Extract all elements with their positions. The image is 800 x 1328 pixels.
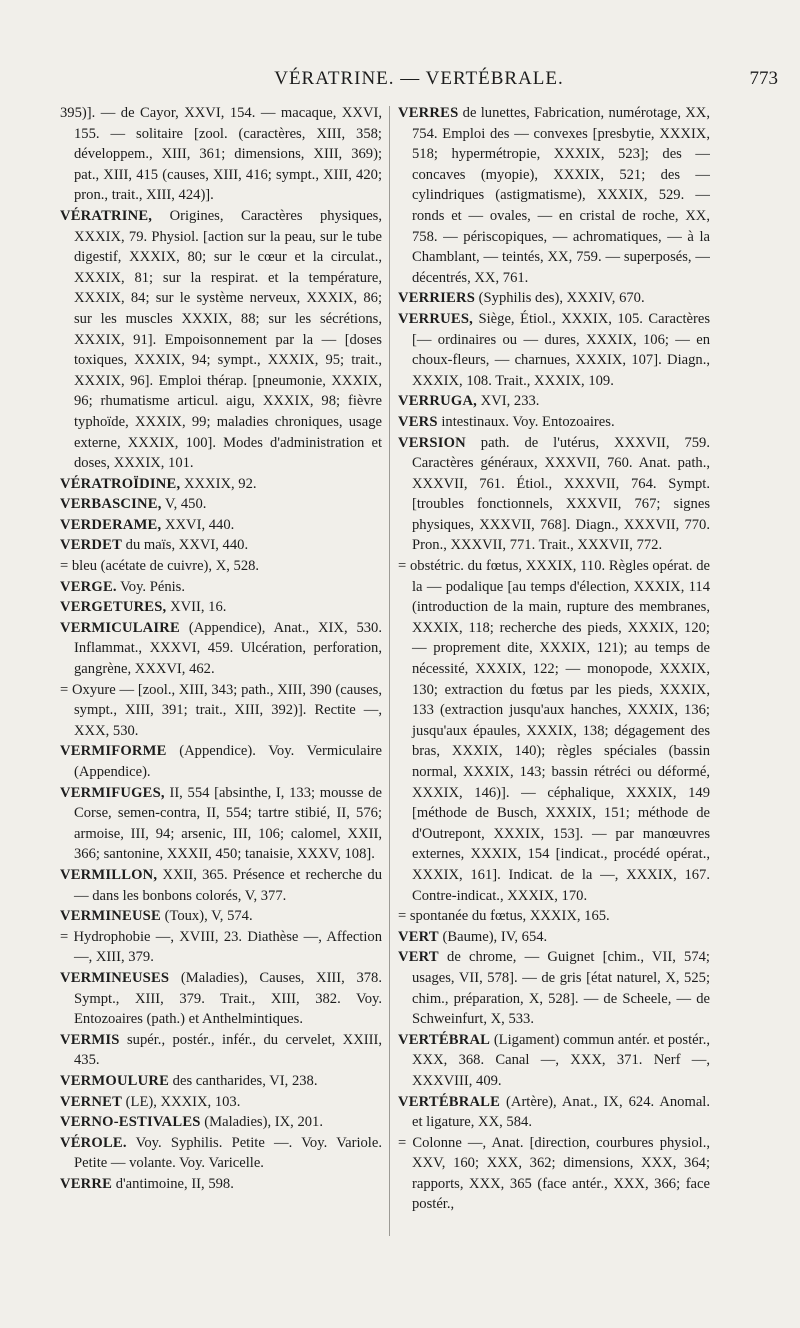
entry-text: intestinaux. Voy. Entozoaires. [437, 413, 615, 430]
entry-text: XVI, 233. [477, 393, 540, 410]
entry-text: 395)]. — de Cayor, XXVI, 154. — macaque, XXVI, 155. — solitaire [zool. (caractères, XIII, 358; développem., XIII, 361; dimensions, XIII, 369); pat., XIII, 415 (causes, XIII, 416; sympt., XIII, 420; pron., trait., XIII, 424)]. [60, 105, 382, 204]
entry-headword: VERMIFUGES, [60, 784, 165, 801]
column-divider [389, 106, 390, 1236]
right-column [398, 103, 710, 1215]
index-entry [60, 1112, 382, 1133]
index-entry [60, 865, 382, 906]
entry-text: Voy. Syphilis. Petite —. Voy. Variole. Petite — volante. Voy. Varicelle. [74, 1134, 382, 1172]
index-entry [398, 391, 710, 412]
entry-text: = Colonne —, Anat. [direction, courbures physiol., XXV, 160; XXX, 362; dimensions, XXX, 364; rapports, XXX, 365 (face antér., XXX, 366; face postér., [398, 1134, 710, 1213]
entry-text: = bleu (acétate de cuivre), X, 528. [60, 558, 260, 575]
entry-text: XXXIX, 92. [180, 475, 257, 492]
index-entry [398, 906, 710, 927]
entry-text: (LE), XXXIX, 103. [122, 1093, 241, 1110]
index-entry [398, 1133, 710, 1215]
index-entry [60, 741, 382, 782]
page-number: 773 [749, 68, 778, 89]
entry-headword: VERDET [60, 537, 123, 554]
index-entry [60, 927, 382, 968]
index-entry [60, 1092, 382, 1113]
index-entry [60, 680, 382, 742]
index-entry [60, 206, 382, 474]
entry-headword: VERNO-ESTIVALES [60, 1114, 201, 1131]
entry-text: (Appendice). Voy. Vermiculaire (Appendice). [74, 743, 382, 780]
entry-text: XVII, 16. [166, 599, 227, 616]
index-entry [60, 618, 382, 680]
entry-text: = Hydrophobie —, XVIII, 23. Diathèse —, Affection —, XIII, 379. [60, 928, 382, 966]
entry-text: = Oxyure — [zool., XIII, 343; path., XIII, 390 (causes, sympt., XIII, 391; trait., XIII, 392)]. Rectite —, XXX, 530. [60, 681, 382, 739]
entry-headword: VERMINEUSE [60, 908, 161, 925]
entry-headword: VERMOULURE [60, 1072, 170, 1089]
index-entry [60, 1071, 382, 1092]
entry-text: = spontanée du fœtus, XXXIX, 165. [398, 908, 610, 925]
entry-text: Origines, Caractères physiques, XXXIX, 79. Physiol. [action sur la peau, sur le tube digestif, XXXIX, 80; sur le cœur et la circulat., XXXIX, 81; sur la respirat. et la température, XXXIX, 84; sur le système nerveux, XXXIX, 86; sur les muscles XXXIX, 88; sur les sécrétions, XXXIX, 91]. Empoisonnement par la — [doses toxiques, XXXIX, 94; sympt., XXXIX, 95; trait., XXXIX, 96]. Emploi thérap. [pneumonie, XXXIX, 96; rhumatisme articul. aigu, XXXIX, 98; fièvre typhoïde, XXXIX, 99; maladies chroniques, usage externe, XXXIX, 100]. Modes d'administration et doses, XXXIX, 101. [74, 207, 382, 472]
entry-text: (Maladies), IX, 201. [200, 1114, 324, 1131]
index-entry [60, 515, 382, 536]
entry-headword: VÉRATRINE, [60, 207, 153, 224]
index-entry [60, 1174, 382, 1195]
entry-text: II, 554 [absinthe, I, 133; mousse de Corse, semen-contra, II, 554; tartre stibié, II, 576; armoise, III, 94; arsenic, III, 106; calomel, XXII, 366; santonine, XXXII, 450; tanaisie, XXXV, 108]. [74, 784, 382, 863]
entry-headword: VERT [398, 949, 439, 966]
entry-text: Siège, Étiol., XXXIX, 105. Caractères [— ordinaires ou — dures, XXXIX, 106; — en choux-fleurs, — charnues, XXXIX, 107]. Diagn., XXXIX, 108. Trait., XXXIX, 109. [412, 310, 710, 389]
entry-headword: VERGETURES, [60, 599, 167, 616]
index-entry [60, 535, 382, 556]
index-entry [398, 309, 710, 391]
entry-text: (Ligament) commun antér. et postér., XXX, 368. Canal —, XXX, 371. Nerf —, XXXVIII, 409. [412, 1031, 710, 1089]
entry-headword: VERSION [398, 434, 466, 451]
entry-headword: VERMICULAIRE [60, 619, 180, 636]
entry-headword: VERBASCINE, [60, 496, 162, 513]
entry-headword: VERMIS [60, 1031, 120, 1048]
index-entry [60, 556, 382, 577]
entry-headword: VERTÉBRAL [398, 1031, 491, 1048]
index-entry [60, 494, 382, 515]
entry-headword: VERMINEUSES [60, 969, 170, 986]
running-title: VÉRATRINE. — VERTÉBRALE. [274, 68, 564, 89]
index-entry [60, 597, 382, 618]
entry-text: (Appendice), Anat., XIX, 530. Inflammat., XXXVI, 459. Ulcération, perforation, gangrène, XXXVI, 462. [74, 619, 382, 678]
index-entry [398, 947, 710, 1029]
index-entry [398, 1030, 710, 1092]
index-entry [60, 103, 382, 206]
index-entry [398, 103, 710, 288]
entry-text: (Baume), IV, 654. [438, 928, 548, 945]
entry-text: (Maladies), Causes, XIII, 378. Sympt., XIII, 379. Trait., XIII, 382. Voy. Entozoaires (path.) et Anthelmintiques. [74, 969, 382, 1028]
index-entry [398, 556, 710, 906]
entry-text: V, 450. [161, 496, 207, 513]
entry-headword: VERTÉBRALE [398, 1093, 501, 1110]
entry-headword: VÉROLE. [60, 1134, 127, 1151]
entry-text: (Toux), V, 574. [160, 908, 253, 925]
left-column [60, 103, 382, 1194]
entry-text: (Syphilis des), XXXIV, 670. [475, 290, 645, 307]
entry-headword: VERRIERS [398, 290, 476, 307]
index-entry [398, 927, 710, 948]
entry-text: des cantharides, VI, 238. [169, 1072, 318, 1089]
entry-headword: VERS [398, 413, 438, 430]
entry-headword: VERDERAME, [60, 516, 162, 533]
entry-headword: VERNET [60, 1093, 123, 1110]
entry-text: (Artère), Anat., IX, 624. Anomal. et ligature, XX, 584. [412, 1093, 710, 1131]
entry-headword: VERT [398, 928, 439, 945]
index-entry [60, 1030, 382, 1071]
entry-text: XXII, 365. Présence et recherche du — dans les bonbons colorés, V, 377. [74, 866, 382, 904]
index-entry [60, 968, 382, 1030]
entry-text: de lunettes, Fabrication, numérotage, XX, 754. Emploi des — convexes [presbytie, XXXIX, 518; hypermétropie, XXXIX, 523]; des — concaves (myopie), XXXIX, 521; des — cylindriques (astigmatisme), XXXIX, 529. — ronds et — ovales, — en cristal de roche, XX, 758. — périscopiques, — achromatiques, — à la Chamblant, — teintés, XX, 759. — superposés, — décentrés, XX, 761. [412, 105, 710, 286]
index-entry [60, 474, 382, 495]
entry-text: du maïs, XXVI, 440. [122, 537, 249, 554]
entry-headword: VERRUES, [398, 310, 473, 327]
entry-headword: VERMIFORME [60, 743, 167, 760]
page-header [60, 68, 778, 98]
index-entry [60, 783, 382, 865]
entry-text: XXVI, 440. [161, 516, 235, 533]
entry-headword: VERMILLON, [60, 866, 158, 883]
entry-headword: VERRES [398, 105, 459, 121]
entry-text: de chrome, — Guignet [chim., VII, 574; usages, VII, 578]. — de gris [état naturel, X, 525; chim., préparation, X, 528]. — de Scheele, — de Schweinfurt, X, 533. [412, 949, 710, 1028]
index-entry [398, 288, 710, 309]
entry-headword: VERGE. [60, 578, 117, 595]
entry-headword: VERRE [60, 1175, 113, 1192]
entry-headword: VÉRATROÏDINE, [60, 475, 181, 492]
entry-text: Voy. Pénis. [116, 578, 186, 595]
entry-text: supér., postér., infér., du cervelet, XXIII, 435. [74, 1031, 382, 1069]
index-entry [60, 906, 382, 927]
entry-text: path. de l'utérus, XXXVII, 759. Caractères généraux, XXXVII, 760. Anat. path., XXXVII, 761. Étiol., XXXVII, 764. Sympt. [troubles fonctionnels, XXXVII, 767; signes physiques, XXXVII, 768]. Diagn., XXXVII, 770. Pron., XXXVII, 771. Trait., XXXVII, 772. [412, 434, 710, 554]
index-entry [60, 1133, 382, 1174]
index-entry [60, 577, 382, 598]
index-entry [398, 1092, 710, 1133]
index-entry [398, 412, 710, 433]
entry-text: d'antimoine, II, 598. [112, 1175, 234, 1192]
entry-text: = obstétric. du fœtus, XXXIX, 110. Règles opérat. de la — podalique [au temps d'élection, XXXIX, 114 (introduction de la main, rupture des membranes, XXXIX, 118; recherche des pieds, XXXIX, 120; — proprement dite, XXXIX, 121); au temps de nécessité, XXXIX, 122; — monopode, XXXIX, 130; extraction du fœtus par les pieds, XXXIX, 133 (extraction jusqu'aux hanches, XXXIX, 136; jusqu'aux épaules, XXXIX, 138; dégagement des bras, XXXIX, 140); règles spéciales (bassin normal, XXXIX, 143; bassin rétréci ou déformé, XXXIX, 146)]. — céphalique, XXXIX, 149 [méthode de Busch, XXXIX, 151; méthode de d'Outrepont, XXXIX, 153]. — par manœuvres externes, XXXIX, 154 [indicat., procédé opérat., XXXIX, 161]. Indicat. de la —, XXXIX, 167. Contre-indicat., XXXIX, 170. [398, 558, 710, 904]
entry-headword: VERRUGA, [398, 393, 478, 410]
index-entry [398, 433, 710, 557]
